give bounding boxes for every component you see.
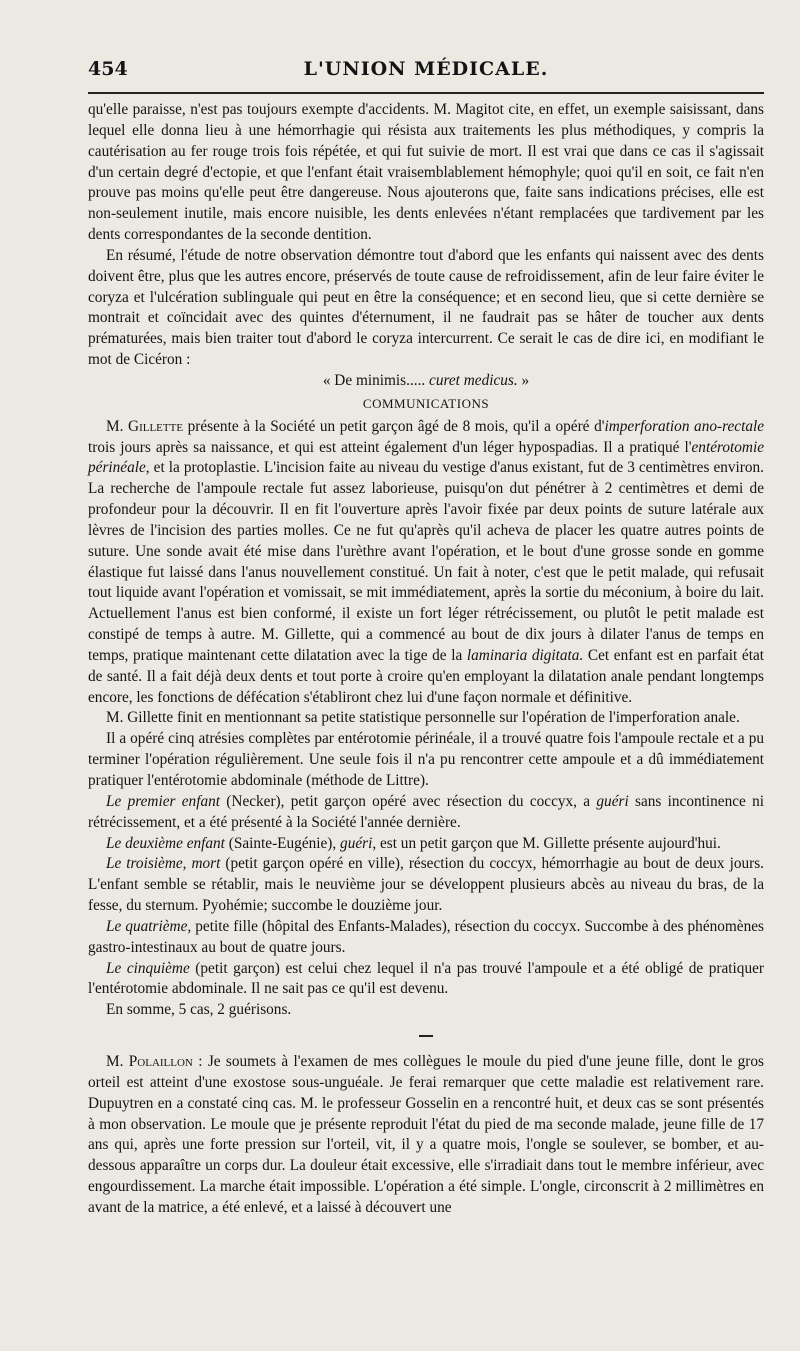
case-item: Le deuxième enfant (Sainte-Eugénie), guéri, est un petit garçon que M. Gillette présente aujourd'hui. [106, 834, 721, 852]
summary-line: En somme, 5 cas, 2 guérisons. [106, 1001, 292, 1019]
page-number: 454 [88, 58, 128, 80]
paragraph: M. Gillette présente à la Société un petit garçon âgé de 8 mois, qu'il a opéré d'imperforation ano-rectale trois jours après sa naissance, et qui est atteint également d'un léger hypospadias. Il a pratiqué l'entérotomie périnéale, et la protoplastie. L'incision faite au niveau du vestige d'anus existant, fut de 3 centimètres environ. La recherche de l'ampoule rectale fut assez laborieuse, puisqu'on dut pénétrer à 2 centimètres et demi de profondeur pour la découvrir. Il en fit l'ouverture après l'avoir fixée par deux points de suture latérale aux lèvres de l'incision des parties molles. Ce ne fut qu'après qu'il acheva de placer les quatre autres points de suture. Une sonde avait été mise dans l'urèthre avant l'opération, et le bout d'une grosse sonde en gomme élastique fut laissé dans l'anus nouvellement constitué. Un fait à noter, c'est que le petit malade, qui refusait tout liquide avant l'opération et vomissait, se mit immédiatement, après la sortie du méconium, à boire du lait. Actuellement l'anus est bien conformé, il existe un fort léger rétrécissement, ou plutôt le petit malade est constipé de temps à autre. M. Gillette, qui a commencé au bout de dix jours à dilater l'anus de temps en temps, pratique maintenant cette dilatation avec la tige de la laminaria digitata. Cet enfant est en parfait état de santé. Il a fait déjà deux dents et tout porte à croire qu'en employant la dilatation anale pendant longtemps encore, les fonctions de défécation s'établiront chez lui d'une façon normale et définitive. [88, 417, 765, 706]
paragraph: M. Gillette finit en mentionnant sa petite statistique personnelle sur l'opération de l'imperforation anale. [106, 709, 740, 727]
page-header [88, 52, 764, 94]
latin-quote: « De minimis..... curet medicus. » [322, 371, 530, 389]
speaker-name: M. Polaillon : [106, 1052, 203, 1070]
paragraph: M. Polaillon : Je soumets à l'examen de mes collègues le moule du pied d'une jeune fille, dont le gros orteil est atteint d'une exostose sous-unguéale. Je ferai remarquer que cette maladie est relativement rare. Dupuytren en a constaté cinq cas. M. le professeur Gosselin en a rencontré huit, et deux cas se sont présentés à mon observation. Le moule que je présente reproduit l'état du pied de ma seconde malade, jeune fille de 17 ans qui, après une forte pression sur l'orteil, vit, il y a quatre mois, l'ongle se soulever, se bomber, et au-dessous apparaître un corps dur. La douleur était excessive, elle s'irradiait dans tout le membre inférieur, avec engourdissement. La marche était impossible. L'opération a été simple. L'ongle, circonscrit à 2 millimètres en avant de la matrice, a été enlevé, et a laissé à découvert une [88, 1052, 764, 1216]
paragraph: qu'elle paraisse, n'est pas toujours exempte d'accidents. M. Magitot cite, en effet, un exemple saisissant, dans lequel elle donna lieu à une hémorrhagie qui résista aux traitements les plus méthodiques, y compris la cautérisation au fer rouge trois fois répétée, et qui fut suivie de mort. Il est vrai que dans ce cas il s'agissait d'un certain degré d'ectopie, et que l'enfant était vraisemblablement hémophyle; quoi qu'il en soit, ce fait n'en prouve pas moins qu'elle peut être dangereuse. Nous ajouterons que, faite sans indications précises, elle est non-seulement inutile, mais encore nuisible, les dents enlevées n'étant remplacées que tardivement par les dents correspondantes de la seconde dentition. [88, 101, 764, 244]
article-body [88, 100, 764, 1219]
case-item: Le cinquième (petit garçon) est celui chez lequel il n'a pas trouvé l'ampoule et a été obligé de pratiquer l'entérotomie abdominale. Il ne sait pas ce qu'il est devenu. [88, 959, 764, 998]
case-item: Le quatrième, petite fille (hôpital des Enfants-Malades), résection du coccyx. Succombe à des phénomènes gastro-intestinaux au bout de quatre jours. [88, 917, 764, 956]
running-title: L'UNION MÉDICALE. [303, 58, 549, 80]
case-item: Le troisième, mort (petit garçon opéré en ville), résection du coccyx, hémorrhagie au bout de deux jours. L'enfant semble se rétablir, mais le neuvième jour se développent plusieurs abcès au niveau du bras, de la fesse, du sternum. Pyohémie; succombe le douzième jour. [88, 855, 765, 915]
case-item: Le premier enfant (Necker), petit garçon opéré avec résection du coccyx, a guéri sans incontinence ni rétrécissement, et a été présenté à la Société l'année dernière. [88, 792, 764, 831]
section-title: COMMUNICATIONS [362, 395, 490, 411]
speaker-name: M. Gillette [106, 417, 184, 435]
paragraph: En résumé, l'étude de notre observation démontre tout d'abord que les enfants qui naissent avec des dents doivent être, plus que les autres encore, préservés de toute cause de refroidissement, afin de leur faire éviter le coryza et l'ulcération sublinguale qui peut en être la conséquence; et en second lieu, que si cette dernière se montrait et coïncidait avec des quintes d'éternument, il ne faudrait pas se hâter de toucher aux dents prématurées, mais bien traiter tout d'abord le coryza intercurrent. Ce serait le cas de dire ici, en modifiant le mot de Cicéron : [88, 246, 764, 369]
separator [88, 1025, 764, 1046]
paragraph: Il a opéré cinq atrésies complètes par entérotomie périnéale, il a trouvé quatre fois l'ampoule rectale et a pu terminer l'opération régulièrement. Une seule fois il n'a pu rencontrer cette ampoule et a dû immédiatement pratiquer l'entérotomie abdominale (méthode de Littre). [88, 730, 764, 789]
